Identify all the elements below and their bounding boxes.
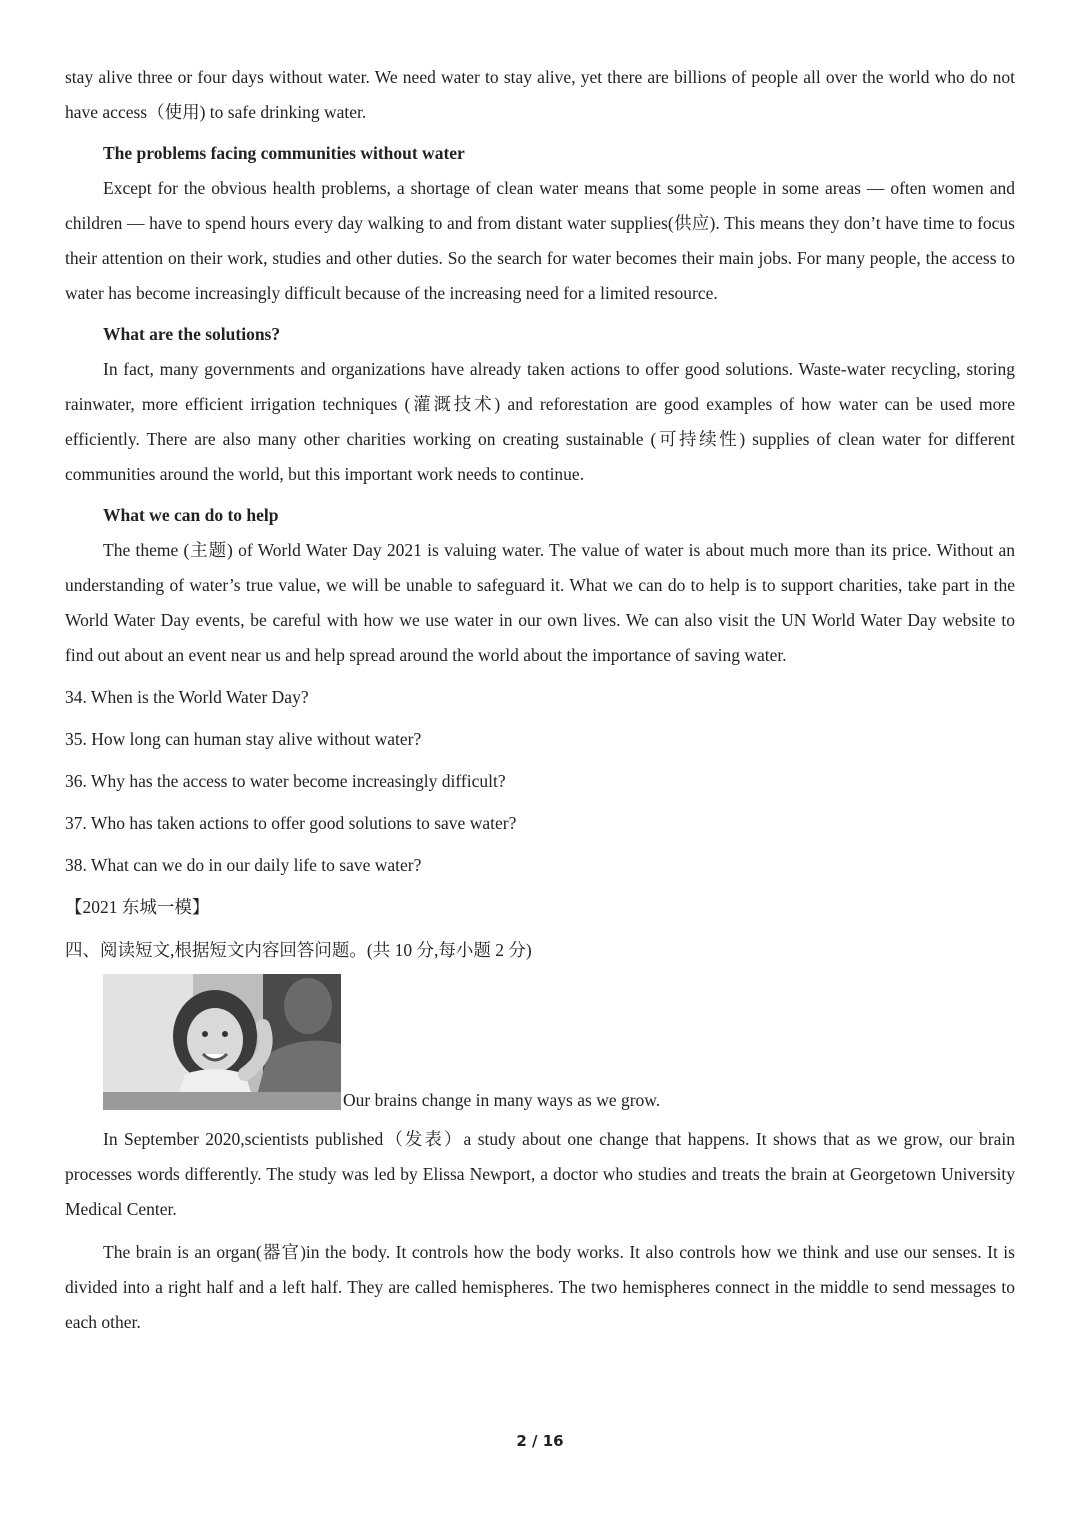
question-37: 37. Who has taken actions to offer good solutions to save water? <box>65 813 517 833</box>
passage1-paragraph-2: In fact, many governments and organizations have already taken actions to offer good solutions. Waste-water recycling, storing rainwater, more efficient irrigation techniques (灌溉技术) and reforestation are good examples of how water can be used more efficiently. There are also many other charities working on creating sustainable (可持续性) supplies of clean water for different communities around the world, but this important work needs to continue. <box>65 359 1015 484</box>
passage2-paragraph-1: In September 2020,scientists published（发表）a study about one change that happens. It shows that as we grow, our brain processes words differently. The study was led by Elissa Newport, a doctor who studies and treats the brain at Georgetown University Medical Center. <box>65 1129 1015 1219</box>
question-36: 36. Why has the access to water become increasingly difficult? <box>65 771 506 791</box>
figure <box>103 974 1015 1110</box>
passage2-paragraph-2: The brain is an organ(器官)in the body. It controls how the body works. It also controls how we think and use our senses. It is divided into a right half and a left half. They are called hemispheres. The two hemispheres connect in the middle to send messages to each other. <box>65 1242 1015 1332</box>
section-instruction: 四、阅读短文,根据短文内容回答问题。(共 10 分,每小题 2 分) <box>65 940 532 960</box>
figure-caption: Our brains change in many ways as we grow. <box>343 1090 661 1110</box>
question-35: 35. How long can human stay alive without water? <box>65 729 422 749</box>
page-number: 2 / 16 <box>516 1432 564 1450</box>
section-tag: 【2021 东城一模】 <box>65 897 210 917</box>
photo-illustration <box>103 974 341 1110</box>
heading-problems: The problems facing communities without water <box>103 143 465 163</box>
page-content <box>65 60 1015 1340</box>
question-38: 38. What can we do in our daily life to save water? <box>65 855 422 875</box>
question-34: 34. When is the World Water Day? <box>65 687 309 707</box>
passage1-paragraph-1: Except for the obvious health problems, a shortage of clean water means that some people in some areas — often women and children — have to spend hours every day walking to and from distant water supplies(供应). This means they don’t have time to focus their attention on their work, studies and other duties. So the search for water becomes their main jobs. For many people, the access to water has become increasingly difficult because of the increasing need for a limited resource. <box>65 178 1015 303</box>
heading-help: What we can do to help <box>103 505 279 525</box>
heading-solutions: What are the solutions? <box>103 324 281 344</box>
passage1-intro: stay alive three or four days without water. We need water to stay alive, yet there are billions of people all over the world who do not have access（使用) to safe drinking water. <box>65 67 1015 122</box>
passage1-paragraph-3: The theme (主题) of World Water Day 2021 is valuing water. The value of water is about much more than its price. Without an understanding of water’s true value, we will be unable to safeguard it. What we can do to help is to support charities, take part in the World Water Day events, be careful with how we use water in our own lives. We can also visit the UN World Water Day website to find out about an event near us and help spread around the world about the importance of saving water. <box>65 540 1015 665</box>
photo-girl-and-man <box>103 974 341 1110</box>
